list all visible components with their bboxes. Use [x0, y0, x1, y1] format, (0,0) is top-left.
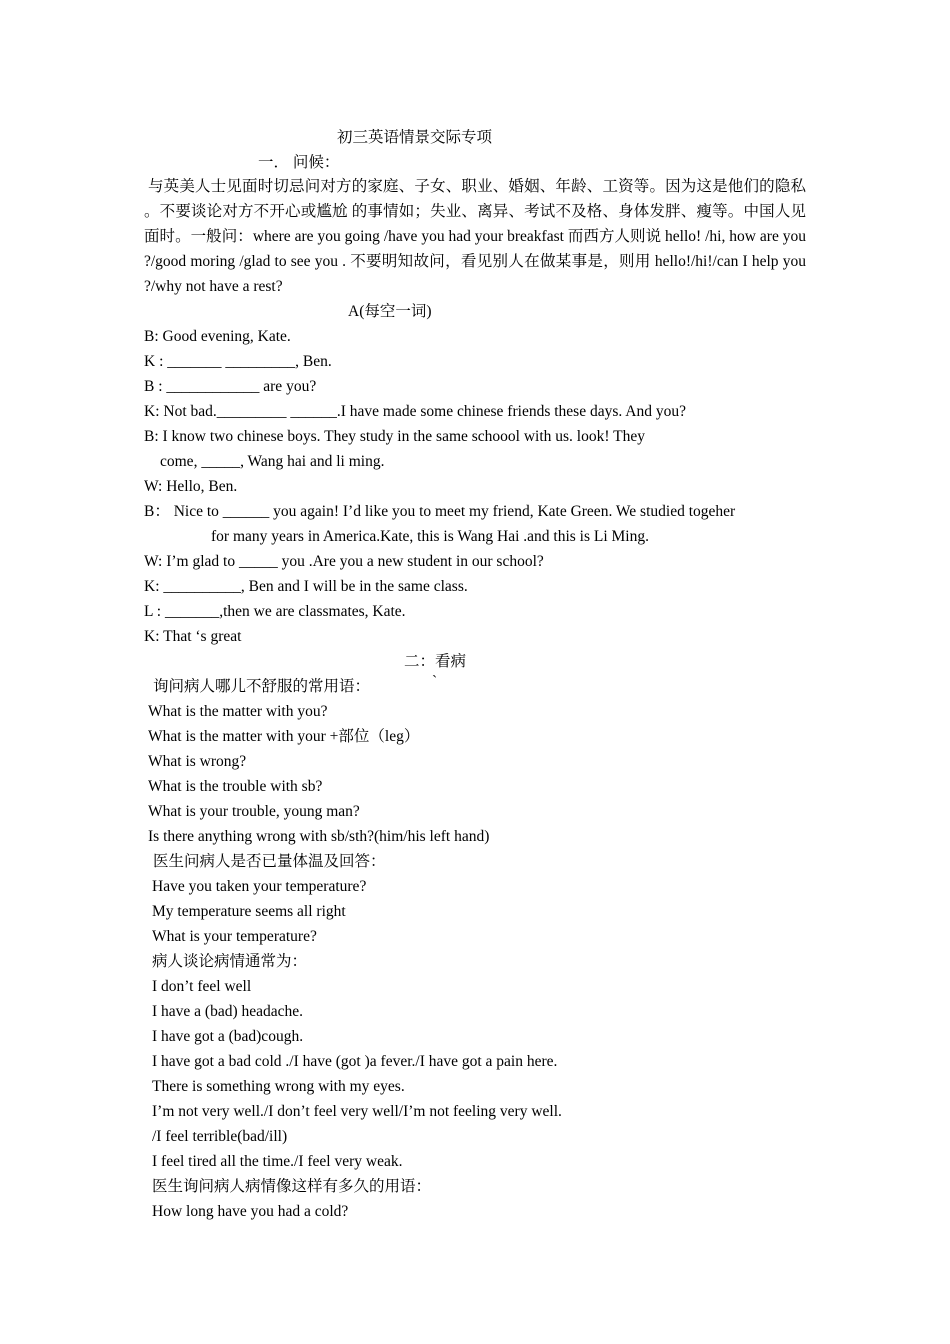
phrase-line: I have a (bad) headache. [152, 1003, 304, 1020]
subheading: 病人谈论病情通常为： [152, 953, 308, 970]
intro-paragraph: 与英美人士见面时切忌问对方的家庭、子女、职业、婚姻、年龄、工资等。因为这是他们的隐私 。不要谈论对方不开心或尴尬 的事情如；失业、离异、考试不及格、身体发胖、瘦等。中国人见面时。一般问：where are you going /have you had your breakfast 而西方人则说 hello! /hi, how are you ?/good moring /glad to see you . 不要明知故问，看见别人在做某事是，则用 hello!/hi!/can I help you ?/why not have a rest? [144, 178, 806, 295]
phrase-line: I have got a bad cold ./I have (got )a fever./I have got a pain here. [152, 1053, 558, 1070]
phrase-line: What is the trouble with sb? [148, 778, 323, 795]
phrase-line: My temperature seems all right [152, 903, 346, 920]
subheading: 医生询问病人病情像这样有多久的用语： [152, 1178, 432, 1195]
phrase-line: What is your temperature? [152, 928, 317, 945]
dialogue-line: B： Nice to ______ you again! I’d like you to meet my friend, Kate Green. We studied togeher [144, 503, 736, 520]
phrase-line: There is something wrong with my eyes. [152, 1078, 405, 1095]
phrase-line: What is wrong? [148, 753, 247, 770]
dialogue-line: B: Good evening, Kate. [144, 328, 291, 345]
phrase-line: How long have you had a cold? [152, 1203, 349, 1220]
phrase-line: What is the matter with your +部位（leg） [148, 728, 420, 745]
dialogue-line: B : ____________ are you? [144, 378, 317, 395]
dialogue-line: K: __________, Ben and I will be in the same class. [144, 578, 468, 595]
section-heading-doctor: 二：看病 [404, 653, 467, 670]
dialogue-line: come, _____, Wang hai and li ming. [160, 453, 385, 470]
subheading: 询问病人哪儿不舒服的常用语： [153, 678, 371, 695]
dialogue-line: W: I’m glad to _____ you .Are you a new student in our school? [144, 553, 544, 570]
dialogue-line: K: That ‘s great [144, 628, 242, 645]
phrase-line: Is there anything wrong with sb/sth?(him/his left hand) [148, 828, 490, 845]
phrase-line: I feel tired all the time./I feel very weak. [152, 1153, 403, 1170]
phrase-line: I’m not very well./I don’t feel very well/I’m not feeling very well. [152, 1103, 562, 1120]
dialogue-line: L : _______,then we are classmates, Kate. [144, 603, 406, 620]
phrase-line: I have got a (bad)cough. [152, 1028, 304, 1045]
subheading: 医生问病人是否已量体温及回答： [153, 853, 386, 870]
phrase-line: What is the matter with you? [148, 703, 328, 720]
dialogue-line: K : _______ _________, Ben. [144, 353, 332, 370]
phrase-line: What is your trouble, young man? [148, 803, 360, 820]
dialogue-line: K: Not bad._________ ______.I have made some chinese friends these days. And you? [144, 403, 686, 420]
stray-mark: ` [432, 673, 438, 690]
part-a-heading: A(每空一词) [348, 303, 432, 320]
phrase-line: /I feel terrible(bad/ill) [152, 1128, 288, 1145]
phrase-line: Have you taken your temperature? [152, 878, 367, 895]
dialogue-line: B: I know two chinese boys. They study in the same schoool with us. look! They [144, 428, 645, 445]
dialogue-line: for many years in America.Kate, this is Wang Hai .and this is Li Ming. [211, 528, 649, 545]
dialogue-line: W: Hello, Ben. [144, 478, 238, 495]
phrase-line: I don’t feel well [152, 978, 252, 995]
section-heading-greetings: 一． 问候： [258, 154, 340, 171]
document-title: 初三英语情景交际专项 [337, 129, 493, 146]
